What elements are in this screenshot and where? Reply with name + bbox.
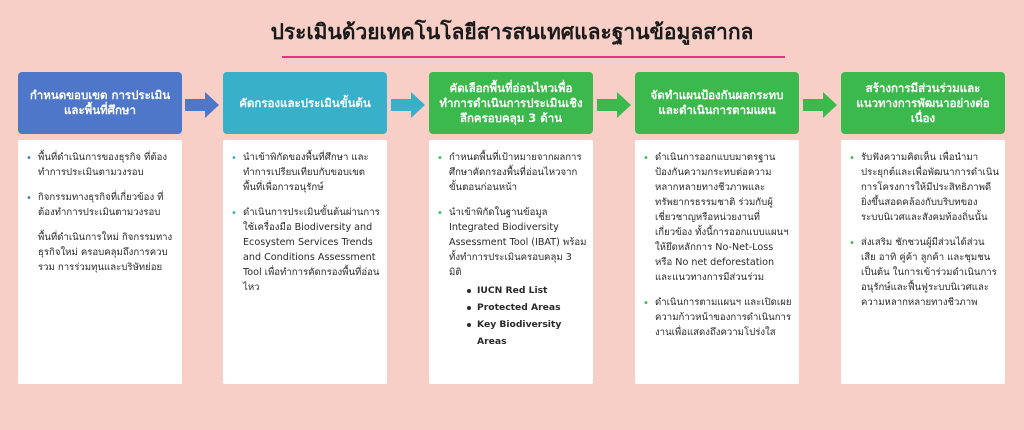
step-3-header-text: คัดเลือกพื้นที่อ่อนไหวเพื่อทำการดำเนินการประเมินเชิงลึกครอบคลุม 3 ด้าน <box>439 80 583 125</box>
step-2-item-1-text: นำเข้าพิกัดของพื้นที่ศึกษา และทำการเปรียบเทียบกับขอบเขตพื้นที่เพื่อการอนุรักษ์ <box>243 152 369 193</box>
bullet-icon: • <box>849 238 855 249</box>
step-1 <box>18 72 182 134</box>
arrow-right-icon <box>597 92 631 118</box>
step-1-card <box>18 140 182 384</box>
step-1-item-3 <box>26 230 176 275</box>
step-4 <box>635 72 799 134</box>
step-3 <box>429 72 593 134</box>
bullet-icon: • <box>26 193 32 204</box>
step-4-header-text: จัดทำแผนป้องกันผลกระทบและดำเนินการตามแผน <box>650 88 784 117</box>
step-2-header <box>223 72 387 134</box>
page-title: ประเมินด้วยเทคโนโลยีสารสนเทศและฐานข้อมูลสากล <box>270 20 754 44</box>
sub-list-item: IUCN Red List <box>467 282 587 299</box>
arrow-right-icon <box>803 92 837 118</box>
step-2-header-text: คัดกรองและประเมินขั้นต้น <box>239 95 371 110</box>
bullet-icon: • <box>231 153 237 164</box>
title-underline <box>282 56 785 58</box>
step-5-card <box>841 140 1005 384</box>
step-1-item-2 <box>26 190 176 220</box>
sub-list-item: Key Biodiversity Areas <box>467 316 587 350</box>
sub-list-item: Protected Areas <box>467 299 587 316</box>
step-1-header-text: กำหนดขอบเขต การประเมินและพื้นที่ศึกษา <box>29 88 171 117</box>
bullet-icon: • <box>849 153 855 164</box>
step-1-item-1 <box>26 150 176 180</box>
ibat-dimensions-list <box>449 282 587 350</box>
step-1-header <box>18 72 182 134</box>
step-4-item-1-text: ดำเนินการออกแบบมาตรฐานป้องกันความกระทบต่อความหลากหลายทางชีวภาพและทรัพยากรธรรมชาติ ร่วมกับผู้เชี่ยวชาญหรือหน่วยงานที่เกี่ยวข้อง ทั้งนี้การออกแบบแผนฯให้ยึดหลักการ No-Net-Loss หรือ No net deforestation และแนวทางการมีส่วนร่วม <box>655 152 789 283</box>
step-3-item-2 <box>437 205 587 350</box>
step-2-item-2-text: ดำเนินการประเมินขั้นต้นผ่านการใช้เครื่องมือ Biodiversity and Ecosystem Services Trends and Conditions Assessment Tool เพื่อทำการคัดกรองพื้นที่อ่อนไหว <box>243 207 380 293</box>
step-5-item-2 <box>849 235 999 310</box>
step-3-item-2-text: นำเข้าพิกัดในฐานข้อมูล Integrated Biodiversity Assessment Tool (IBAT) พร้อมทั้งทำการประเมินครอบคลุม 3 มิติ <box>449 207 587 278</box>
bullet-icon: • <box>643 298 649 309</box>
step-4-item-1 <box>643 150 793 285</box>
step-2-item-1 <box>231 150 381 195</box>
step-1-item-1-text: พื้นที่ดำเนินการของธุรกิจ ที่ต้องทำการประเมินตามวงรอบ <box>38 152 168 178</box>
step-3-header <box>429 72 593 134</box>
step-3-item-1-text: กำหนดพื้นที่เป้าหมายจากผลการศึกษาคัดกรองพื้นที่อ่อนไหวจากขั้นตอนก่อนหน้า <box>449 152 582 193</box>
step-5-header-text: สร้างการมีส่วนร่วมและแนวทางการพัฒนาอย่างต่อเนื่อง <box>856 80 990 125</box>
step-3-card <box>429 140 593 384</box>
step-1-item-3-text: พื้นที่ดำเนินการใหม่ กิจกรรมทางธุรกิจใหม่ ครอบคลุมถึงการควบรวม การร่วมทุนและบริษัทย่อย <box>38 232 173 273</box>
arrow-right-icon <box>391 92 425 118</box>
arrow-right-icon <box>185 92 219 118</box>
step-4-header <box>635 72 799 134</box>
step-3-item-1 <box>437 150 587 195</box>
step-2-card <box>223 140 387 384</box>
step-4-card <box>635 140 799 384</box>
bullet-icon: • <box>437 153 443 164</box>
step-5-item-2-text: ส่งเสริม ชักชวนผู้มีส่วนได้ส่วนเสีย อาทิ คู่ค้า ลูกค้า และชุมชน เป็นต้น ในการเข้าร่วมดำเนินการอนุรักษ์และฟื้นฟูระบบนิเวศและความหลากหลายทางชีวภาพ <box>861 237 997 308</box>
bullet-icon: • <box>437 208 443 219</box>
step-2-item-2 <box>231 205 381 295</box>
step-4-item-2-text: ดำเนินการตามแผนฯ และเปิดเผยความก้าวหน้าของการดำเนินการงานเพื่อแสดงถึงความโปร่งใส <box>655 297 792 338</box>
step-1-item-2-text: กิจกรรมทางธุรกิจที่เกี่ยวข้อง ที่ต้องทำการประเมินตามวงรอบ <box>38 192 164 218</box>
bullet-icon: • <box>26 153 32 164</box>
step-5 <box>841 72 1005 134</box>
bullet-icon: • <box>643 153 649 164</box>
step-5-item-1-text: รับฟังความคิดเห็น เพื่อนำมาประยุกต์และเพื่อพัฒนาการดำเนินการโครงการให้มีประสิทธิภาพดียิ่งขึ้นสอดคล้องกับบริบทของระบบนิเวศและสังคมท้องถิ่นนั้น <box>861 152 999 223</box>
step-5-item-1 <box>849 150 999 225</box>
step-5-header <box>841 72 1005 134</box>
step-2 <box>223 72 387 134</box>
bullet-icon: • <box>231 208 237 219</box>
step-4-item-2 <box>643 295 793 340</box>
